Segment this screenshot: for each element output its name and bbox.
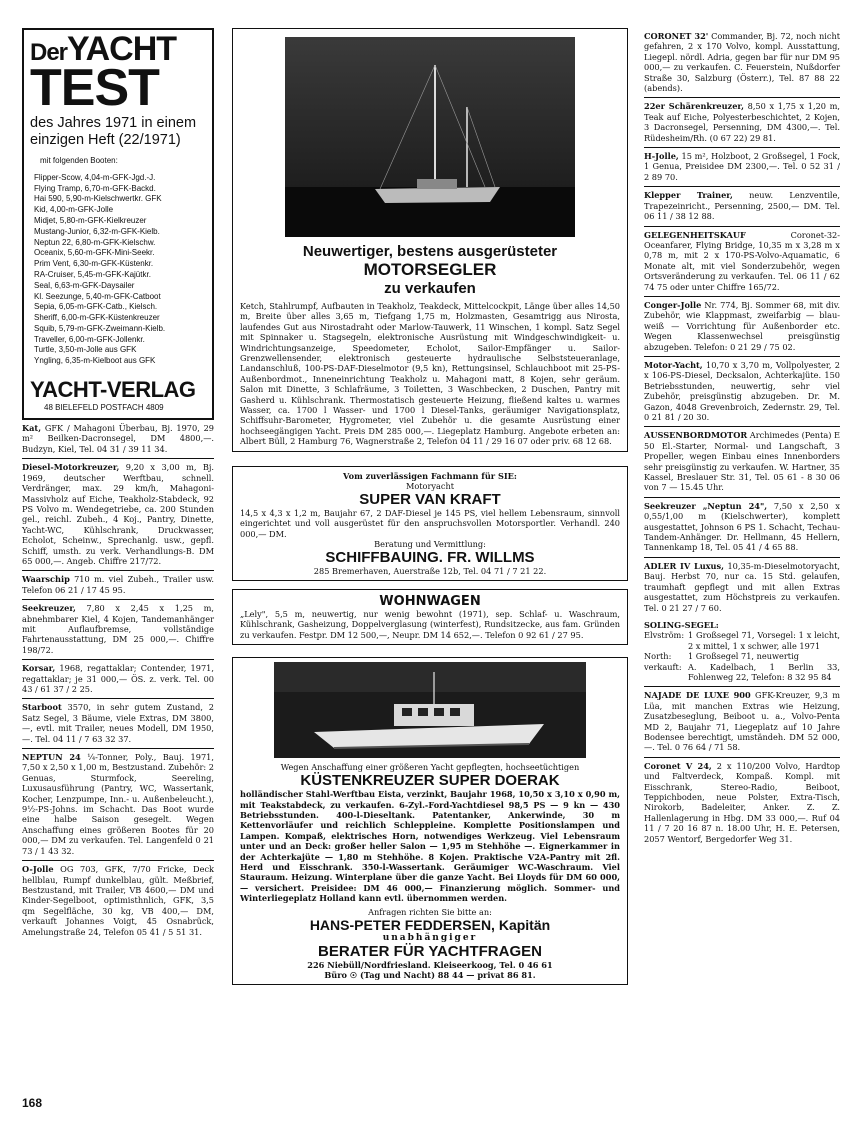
entry-text: 15 m², Holzboot, 2 Großsegel, 1 Fock, 1 Genua, Preisidee DM 2300,—. Tel. 0 52 31 / 2 89 70.	[644, 151, 840, 182]
classified-entry	[22, 459, 214, 571]
entry-text: 10,35-m-Dieselmotoryacht, Bauj. Herbst 70, nur ca. 15 Std. gelaufen, traumhaft gepflegt und mit allen Extras ausgestattet, zum Höchstpreis zu verkaufen. Tel. 0 21 27 / 7 60.	[644, 560, 840, 613]
entry-text: 710 m. viel Zubeh., Trailer usw. Telefon 06 21 / 17 45 95.	[22, 574, 214, 595]
logo-der: Der	[30, 39, 68, 66]
ad4-address1: 226 Niebüll/Nordfriesland. Kleiseerkoog, Tel. 0 46 61	[307, 959, 553, 970]
classified-entry	[644, 148, 840, 187]
entry-lead: Waarschip	[22, 574, 70, 585]
wohnwagen-ad	[232, 589, 628, 645]
boat-list	[30, 173, 206, 367]
ad2-address: 285 Bremerhaven, Auerstraße 12b, Tel. 04 71 / 7 21 22.	[313, 565, 547, 576]
ad1-subtitle: zu verkaufen	[384, 280, 476, 297]
entry-text: 7,50 x 2,50 x 0,55/1,00 m (Kielschwerter), komplett ausgestattet, Johnson 6 PS 1. Schacht, Techau-Tandem-Anhänger. Dr. Hellmann, 45 Hellern, Tannenkamp 18, Tel. 05 41 / 4 65 88.	[644, 500, 840, 553]
yacht-test-logo	[30, 30, 206, 117]
soling-title: SOLING-SEGEL:	[644, 619, 719, 630]
entry-text: Nr. 774, Bj. Sommer 68, mit div. Zubehör, wie Klappmast, zweifarbig — blau-weiß — Vorrichtung für Außenborder etc. Wegen Klassenwechsel preisgünstig abzugeben. Telefon: 0 21 29 / 75 02.	[644, 299, 840, 352]
classified-entry	[644, 758, 840, 848]
ad1-body: Ketch, Stahlrumpf, Aufbauten in Teakholz, Teakdeck, Mittelcockpit, Länge über alles 14,50 m, Breite über alles 3,65 m, Tiefgang 1,75 m, Holzmasten, Gesamtrigg aus Nirosta, laufendes Gut aus Nirostadraht oder Marlow-Tauwerk, 11 Winschen, 1 kompl. Satz Segel mit Spinnaker u. Stagsegeln, elektronische Ausrüstung mit Windgeschwindigkeit- u. Windrichtungsanzeige, Speedometer, Echolot, Sailor-Empfänger u. Sailor-Grenzwellensender, elektronisch gesteuerte hydraulische Selbststeueranlage, Landanschluß, 100-PS-DAF-Dieselmotor (9,5 kn), Rettungsinsel, Schlauchboot mit 25-PS-Außenbordmot., Inneneinrichtung Teakholz u. Mahagoni matt, 8 Kojen, sehr geräum. Salon mit Dinette, 3 Schlafräume, 3 Toiletten, 3 Waschbecken, 2 Duschen, Pantry mit Gasherd u. Kühlschrank. Thermostatisch gesteuerte Heizung, fließend kaltes u. warmes Wasser, ca. 1700 l Wasser- und 1700 l Diesel-Tanks, geräumiger Navigationsplatz, Schiffsuhr-Barometer, Hygrometer, viel Zubehör u. die gesamte Ausrüstung einer hochseegängigen Yacht. Preis DM 285 000,—. Liegeplatz Hamburg. Angebote erbeten an: Albert Büll, 2 Hamburg 76, Wagnerstraße 2, Telefon 04 11 / 29 16 07 oder priv. 68 12 68.	[240, 301, 620, 447]
entry-lead: Seekreuzer „Neptun 24",	[644, 500, 768, 511]
ad4-name: HANS-PETER FEDDERSEN, Kapitän	[309, 916, 551, 933]
soling-text: 1 Großsegel 71, Vorsegel: 1 x leicht, 2 x mittel, 1 x schwer, alle 1971	[688, 630, 840, 651]
entry-lead: CORONET 32'	[644, 31, 709, 41]
super-van-kraft-ad	[232, 466, 628, 581]
boat-item: RA-Cruiser, 5,45-m-GFK-Kajütkr.	[34, 269, 151, 279]
boat-item: Midjet, 5,80-m-GFK-Kielkreuzer	[34, 215, 147, 225]
entry-text: Coronet-32-Oceanfarer, Flying Bridge, 10,35 m x 3,28 m x 0,78 m, mit 2 x 170-PS-Volvo-Aquamatic, 6 Monate alt, mit viel Sonderzubehör, wegen Ortsveränderung zu verkaufen. Tel. 06 11 / 62 74 75 oder unter Chiffre 165/72.	[644, 229, 840, 292]
classified-entry	[22, 660, 214, 699]
entry-lead: NAJADE DE LUXE 900	[644, 690, 751, 701]
logo-yacht: YACHT	[67, 30, 177, 68]
right-classifieds	[644, 28, 840, 617]
entry-text: GFK-Kreuzer, 9,3 m Lüa, mit manchen Extras wie Heizung, Zusatzbeseglung, Beiboot u. a., Volvo-Penta MD 2, Baujahr 71, Liegeplatz auf 10 Jahre Bodensee berechtigt, umständeh. DM 52 000,—. Tel. 0 76 64 / 71 58.	[644, 690, 840, 753]
entry-text: 9,20 x 3,00 m, Bj. 1969, deutscher Werftbau, schnell. Verdränger, max. 29 km/h, Mahagoni-Massivholz auf Eiche, Teakholz-Stabdeck, 92 PS Volvo m. Wendegetriebe, ca. 200 Stunden gel., reichl. Zubeh., 4 Koj., Pantry, Dinette, Yacht-WC, Kühlschrank, Druckwasser, Echolot, Scheinw., Sprechanlg. usw., gepfl. Schiff, umsth. zu verk. Verhandlungs-B. DM 65 000,—. Angeb. Chiffre 217/72.	[22, 462, 214, 566]
entry-lead: H-Jolle,	[644, 151, 679, 162]
entry-text: 7,80 x 2,45 x 1,25 m, abnehmbarer Kiel, 4 Kojen, Tandemanhänger mit Auflaufbremse, vollständige Fahrtenausstattung, DM 25 000,—. Chiffre 198/72.	[22, 603, 214, 655]
ad4-title: KÜSTENKREUZER SUPER DOERAK	[300, 772, 560, 790]
ad2-intro: Vom zuverlässigen Fachmann für SIE:	[343, 470, 517, 481]
motorsegler-ad	[232, 28, 628, 452]
soling-label: Elvström:	[644, 630, 685, 641]
entry-lead: Korsar,	[22, 663, 56, 674]
ad2-kind: Motoryacht	[405, 480, 455, 491]
soling-text: A. Kadelbach, 1 Berlin 33, Fohlenweg 22, Telefon: 8 32 95 84	[688, 661, 840, 682]
boat-item: Mustang-Junior, 6,32-m-GFK-Kielb.	[34, 226, 160, 236]
ad2-title: SUPER VAN KRAFT	[359, 490, 501, 508]
soling-row	[644, 662, 840, 683]
boat-item: Squib, 5,79-m-GFK-Zweimann-Kielb.	[34, 323, 166, 333]
entry-text: 8,50 x 1,75 x 1,20 m, Teak auf Eiche, Polyesterbeschichtet, 2 Kojen, 3 Dacronsegel, Persenning, DM 4300,—. Tel. Rüdesheim/Rh. (0 67 22) 29 81.	[644, 101, 840, 143]
classified-entry	[644, 227, 840, 297]
classified-entry	[644, 687, 840, 757]
classified-entry	[22, 420, 214, 459]
soling-label: verkauft:	[644, 661, 682, 672]
ad4-company: BERATER FÜR YACHTFRAGEN	[318, 942, 542, 960]
entry-lead: Coronet V 24,	[644, 760, 712, 771]
soling-row	[644, 651, 840, 661]
boat-item: Yngling, 6,35-m-Kielboot aus GFK	[34, 356, 156, 366]
classified-entry	[644, 28, 840, 98]
motor-yacht-photo	[274, 662, 586, 758]
entry-lead: Motor-Yacht,	[644, 359, 703, 370]
entry-text: GFK / Mahagoni Überbau, Bj. 1970, 29 m² Beilken-Dacronsegel, DM 4800,—. Budzyn, Kiel, Tel. 04 31 / 39 11 34.	[22, 423, 214, 454]
yacht-test-ad	[22, 28, 214, 420]
ad4-contact-intro: Anfragen richten Sie bitte an:	[368, 906, 492, 917]
classified-entry	[22, 861, 214, 941]
boat-item: Oceanix, 5,60-m-GFK-Mini-Seekr.	[34, 248, 155, 258]
ad4-intro: Wegen Anschaffung einer größeren Yacht gepflegten, hochseetüchtigen	[280, 762, 580, 773]
classified-entry	[644, 357, 840, 427]
classified-entry	[644, 498, 840, 558]
classified-entry	[644, 187, 840, 226]
entry-text: 10,70 x 3,70 m, Vollpolyester, 2 x 106-PS-Diesel, Decksalon, Achterkajüte. 150 Betriebsstunden, neuwertig, sehr viel Zubehör, preisgünstig abzugeben. Dr. M. Gazon, 4048 Grevenbroich, Zedernstr. 29, Tel. 0 21 81 / 20 30.	[644, 359, 840, 422]
soling-row	[644, 630, 840, 651]
entry-lead: Klepper Trainer,	[644, 190, 733, 201]
publisher-address: 48 BIELEFELD POSTFACH 4809	[44, 403, 164, 413]
boat-item: Kl. Seezunge, 5,40-m-GFK-Catboot	[34, 291, 161, 301]
classified-entry	[644, 297, 840, 357]
boat-item: Seal, 6,63-m-GFK-Daysailer	[34, 280, 135, 290]
ad-subtitle: des Jahres 1971 in einem einzigen Heft (22/1971)	[30, 115, 197, 149]
entry-lead: ADLER IV Luxus,	[644, 560, 724, 571]
entry-lead: Starboot	[22, 702, 62, 713]
ad2-contact-intro: Beratung und Vermittlung:	[374, 538, 486, 549]
classified-entry	[644, 98, 840, 148]
boat-item: Prim Vent, 6,30-m-GFK-Küstenkr.	[34, 259, 154, 269]
boat-item: Flying Tramp, 6,70-m-GFK-Backd.	[34, 183, 156, 193]
entry-text: neuw. Lenzventile, Trapezeinricht., Persenning, 2500,— DM. Tel. 06 11 / 38 12 88.	[644, 190, 840, 222]
ad1-title: MOTORSEGLER	[363, 260, 497, 279]
entry-text: 3570, in sehr gutem Zustand, 2 Satz Segel, 3 Bäume, viele Extras, DM 3800,—, evtl. mit Trailer, neues Modell, DM 1950,—. Tel. 04 11 / 7 63 32 37.	[22, 702, 214, 744]
ad1-headline: Neuwertiger, bestens ausgerüsteter	[302, 243, 558, 260]
boat-item: Neptun 22, 6,80-m-GFK-Kielschw.	[34, 237, 156, 247]
entry-text: OG 703, GFK, 7/70 Fricke, Deck hellblau, Rumpf dunkelblau, gült. Meßbrief, Bestzustand, mit Trailer, VB 4600,— DM und Kinder-Segelboot, optimisthnlich, GFK, 3,5 qm Segelfläche, 30 kg, VB 400,— DM, verkauft Johannes Voigt, 45 Osnabrück, Amelungstraße 24, Telefon 05 41 / 5 51 31.	[22, 864, 214, 937]
entry-lead: O-Jolle	[22, 864, 54, 875]
entry-lead: Diesel-Motorkreuzer,	[22, 462, 120, 473]
right-classifieds-2	[644, 687, 840, 848]
soling-label: North:	[644, 651, 672, 662]
boat-item: Traveller, 6,00-m-GFK-Jollenkr.	[34, 334, 145, 344]
entry-lead: Kat,	[22, 423, 42, 434]
entry-lead: NEPTUN 24	[22, 752, 81, 763]
entry-text: 1968, regattaklar; Contender, 1971, regattaklar; je 31 000,— ÖS. z. verk. Tel. 00 43 / 61 37 / 2 25.	[22, 663, 214, 695]
soling-entry	[644, 617, 840, 687]
doerak-ad	[232, 657, 628, 984]
boat-item: Sheriff, 6,00-m-GFK-Küstenkreuzer	[34, 313, 160, 323]
ketch-photo	[285, 37, 575, 237]
entry-lead: Conger-Jolle	[644, 299, 702, 310]
left-column	[22, 28, 214, 941]
boat-item: Flipper-Scow, 4,04-m-GFK-Jgd.-J.	[34, 172, 156, 182]
logo-test: TEST	[30, 58, 159, 117]
classified-entry	[22, 571, 214, 600]
classified-entry	[22, 600, 214, 660]
boat-item: Hai 590, 5,90-m-Kielschwertkr. GFK	[34, 194, 162, 204]
page-number: 168	[22, 1096, 43, 1110]
ad4-independent: unabhängiger	[382, 932, 478, 943]
right-column	[644, 28, 840, 848]
ad2-body: 14,5 x 4,3 x 1,2 m, Baujahr 67, 2 DAF-Diesel je 145 PS, viel hellem Lebensraum, sinnvoll eingerichtet und voll ausgerüstet für den anspruchsvollen Motorsportler. Verhandl. 240 000,— DM.	[240, 507, 620, 539]
ad4-body: holländischer Stahl-Werftbau Eista, verzinkt, Baujahr 1968, 10,50 x 3,10 x 0,90 m, mit Teakstabdeck, zu verkaufen. 6-Zyl.-Ford-Yachtdiesel 98,5 PS — 9 kn — 430 Betriebsstunden. 400-l-Dieseltank. Patentanker, Ankerwinde, 30 m Kettenvorläufer und reichlich Schleppleine. Komplette Positionslampen und Lampen. Kompaß, elektrisches Horn, notwendiges Werkzeug. Viel Lebensraum unter und an Deck: großer heller Salon — 1,95 m Stehhöhe —. Eignerkammer in der Achterkajüte — 1,80 m Stehhöhe. 8 Kojen. Praktische V2A-Pantry mit 2fl. Herd und Eisschrank. 350-l-Wassertank. Geräumiger WC-Waschraum. Viel Stauraum. Heizung. Winterplane über die ganze Yacht. Bei Lloyds für DM 60 000,— versichert. Preisidee: DM 46 000,— Finanzierung möglich. Sommer- und Winterliegeplatz Holland kann evtl. übernommen werden.	[240, 789, 620, 904]
publisher-name: YACHT-VERLAG	[30, 377, 196, 403]
classified-entry	[644, 558, 840, 617]
ad3-title: WOHNWAGEN	[379, 593, 481, 609]
left-classifieds	[22, 420, 214, 941]
boat-item: Turtle, 3,50-m-Jolle aus GFK	[34, 345, 137, 355]
middle-column	[232, 28, 628, 993]
entry-text: Archimedes (Penta) E 50 El.-Starter, Normal- und Langschaft, 3 Propeller, wegen Einbau eines Innenborders sehr preisgünstig zu verkaufen. W. Hartner, 35 Kassel, Breslauer Str. 31, Tel. 05 61 - 8 30 06 von 7 — 15.45 Uhr.	[644, 430, 841, 493]
ad3-body: „Lely", 5,5 m, neuwertig, nur wenig bewohnt (1971), sep. Schlaf- u. Waschraum, Kühlschrank, Gasheizung, Doppelverglasung (winterfest), Rundsitzecke, aus fam. Gründen zu verkaufen. Festpr. DM 12 500,—, Neupr. DM 14 652,—. Telefon 0 92 61 / 27 95.	[240, 608, 620, 640]
classified-entry	[22, 699, 214, 749]
soling-text: 1 Großsegel 71, neuwertig	[688, 651, 799, 662]
boat-item: Kid, 4,00-m-GFK-Jolle	[34, 205, 114, 215]
classified-entry	[644, 427, 840, 497]
boats-intro: mit folgenden Booten:	[40, 155, 118, 165]
classified-entry	[22, 749, 214, 861]
boat-item: Sepia, 6,05-m-GFK-Catb., Kielsch.	[34, 302, 158, 312]
entry-text: Commander, Bj. 72, noch nicht gefahren, 2 x 170 Volvo, kompl. Ausstattung, Liegepl. nördl. Adria, gegen bar für nur DM 95 000,— zu verkaufen. C. Feuerstein, Nußdorfer Straße 30, Salzburg (Österr.), Tel. 87 88 22 (abends).	[644, 31, 841, 94]
soling-rows	[644, 630, 840, 682]
entry-text: ¼-Tonner, Poly., Bauj. 1971, 7,50 x 2,50 x 1,00 m, Bestzustand. Zubehör: 2 Genuas, Sturmfock, Seereling, Luxusausführung (Pantry, WC, Wassertank, Kocher, Lenzpumpe, Inn.- u. Außenbeleucht.), 9½-PS-Johns. im Schacht. Das Boot wurde eine halbe Saison gesegelt. Wegen Anschaffung eines größeren Bootes für 20 000,— DM zu verkaufen. Tel. Langenfeld 0 21 73 / 1 43 32.	[22, 752, 214, 856]
entry-lead: AUSSENBORDMOTOR	[644, 430, 748, 441]
entry-text: 2 x 110/200 Volvo, Hardtop und Faltverdeck, Kompaß. Kompl. mit Eisschrank, Stereo-Radio, Beiboot, Teppichboden, neue Polster, Extra-Tisch, Nirokorb, Badeleiter, Anker. Z. Z. Hallenlagerung in Hbg. DM 33 000,—. Ruf 04 11 / 7 20 16 87 n. 18.00 Uhr, H. E. Petersen, 2057 Wentorf, Bergedorfer Weg 31.	[644, 760, 840, 844]
entry-lead: 22er Schärenkreuzer,	[644, 101, 744, 112]
ad2-contact: SCHIFFBAUING. FR. WILLMS	[325, 548, 535, 566]
entry-lead: Seekreuzer,	[22, 603, 76, 614]
ad4-address2: Büro ☉ (Tag und Nacht) 88 44 — privat 86 81.	[324, 969, 536, 980]
entry-lead: GELEGENHEITSKAUF	[644, 229, 746, 240]
